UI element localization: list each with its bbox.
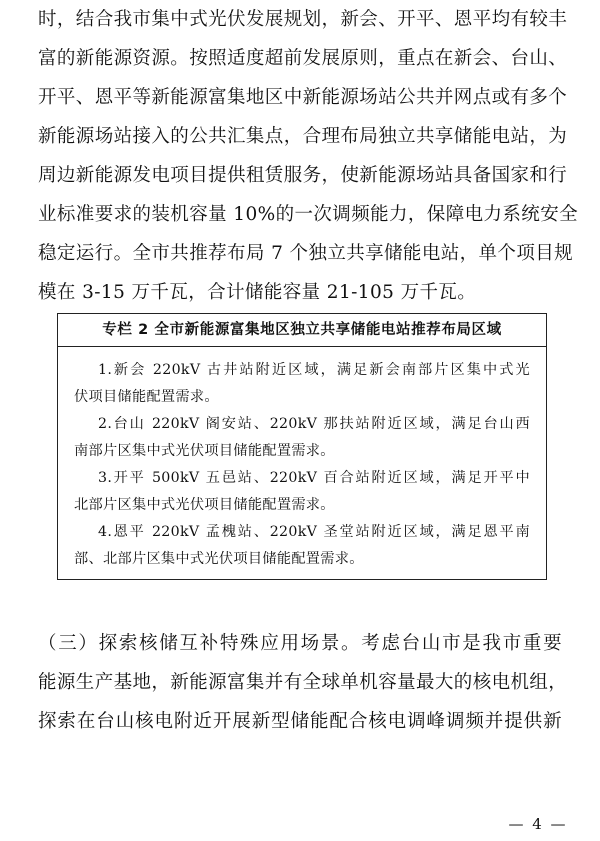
body-paragraph-1 <box>38 0 579 312</box>
paragraph-line: 能源生产基地，新能源富集并有全球单机容量最大的核电机组， <box>38 672 568 693</box>
paragraph-line: 时，结合我市集中式光伏发展规划，新会、开平、恩平均有较丰 <box>38 9 568 30</box>
box-item-line: 北部片区集中式光伏项目储能配置需求。 <box>74 497 335 513</box>
paragraph-line: 模在 3-15 万千瓦，合计储能容量 21-105 万千瓦。 <box>38 282 477 303</box>
body-paragraph-2 <box>38 624 568 741</box>
column-box-title: 专栏 2 全市新能源富集地区独立共享储能电站推荐布局区域 <box>58 314 546 347</box>
paragraph-line: （三）探索核储互补特殊应用场景。考虑台山市是我市重要 <box>38 633 562 654</box>
box-item-line: 南部片区集中式光伏项目储能配置需求。 <box>74 443 335 459</box>
paragraph-line: 稳定运行。全市共推荐布局 7 个独立共享储能电站，单个项目规 <box>38 243 574 264</box>
paragraph-line: 开平、恩平等新能源富集地区中新能源场站公共并网点或有多个 <box>38 87 568 108</box>
paragraph-line: 富的新能源资源。按照适度超前发展原则，重点在新会、台山、 <box>38 48 568 69</box>
column-box <box>57 313 547 580</box>
box-item-line: 伏项目储能配置需求。 <box>74 389 219 405</box>
paragraph-line: 新能源场站接入的公共汇集点，合理布局独立共享储能电站，为 <box>38 126 568 147</box>
paragraph-line: 周边新能源发电项目提供租赁服务，使新能源场站具备国家和行 <box>38 165 568 186</box>
column-box-body <box>58 347 546 573</box>
box-item-line: 4.恩平 220kV 孟槐站、220kV 圣堂站附近区域，满足恩平南 <box>98 524 530 540</box>
box-item-line: 部、北部片区集中式光伏项目储能配置需求。 <box>74 551 364 567</box>
box-item-line: 3.开平 500kV 五邑站、220kV 百合站附近区域，满足开平中 <box>98 470 530 486</box>
box-item-line: 2.台山 220kV 阁安站、220kV 那扶站附近区域，满足台山西 <box>98 416 530 432</box>
page-number: — 4 — <box>508 815 568 833</box>
paragraph-line: 业标准要求的装机容量 10%的一次调频能力，保障电力系统安全 <box>38 204 579 225</box>
box-item-line: 1.新会 220kV 古井站附近区域，满足新会南部片区集中式光 <box>98 362 530 378</box>
paragraph-line: 探索在台山核电附近开展新型储能配合核电调峰调频并提供新 <box>38 711 562 732</box>
